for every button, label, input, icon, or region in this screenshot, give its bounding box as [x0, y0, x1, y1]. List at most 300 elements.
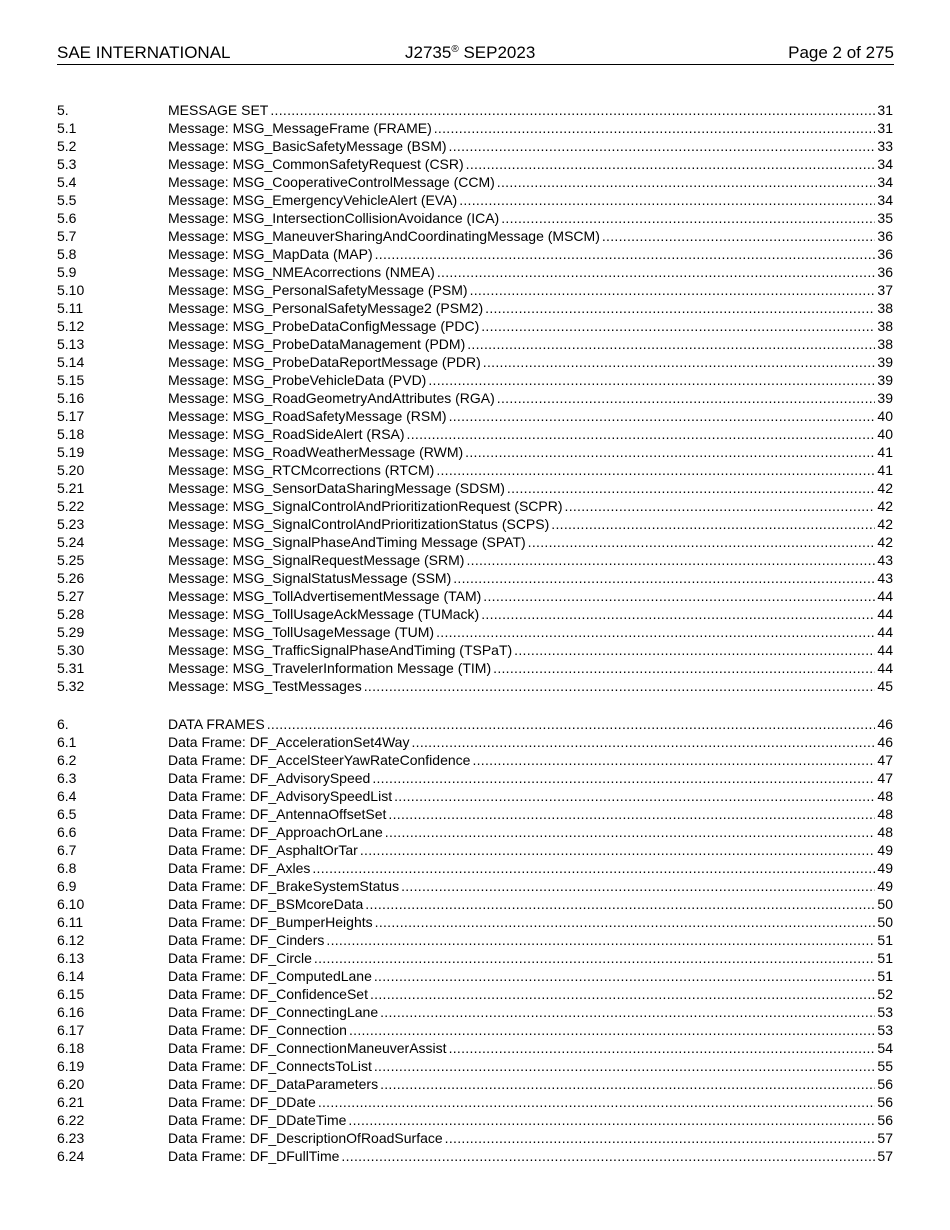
toc-entry-title[interactable]: Message: MSG_SensorDataSharingMessage (SDSM): [168, 480, 505, 496]
toc-entry-number: 6.21: [57, 1094, 85, 1110]
toc-entry[interactable]: [57, 101, 893, 119]
toc-entry-page[interactable]: 41: [877, 462, 893, 478]
document-date: SEP2023: [463, 43, 536, 62]
toc-entry-number: 5.25: [57, 552, 85, 568]
toc-entry[interactable]: [57, 227, 893, 245]
toc-entry[interactable]: [57, 1111, 893, 1129]
dot-leader: [365, 895, 875, 913]
dot-leader: [483, 587, 875, 605]
toc-entry-title[interactable]: Message: MSG_TestMessages: [168, 678, 362, 694]
toc-entry-number: 5.31: [57, 660, 85, 676]
toc-entry-page[interactable]: 43: [877, 552, 893, 568]
toc-entry-page[interactable]: 41: [877, 444, 893, 460]
toc-entry-page[interactable]: 46: [877, 734, 893, 750]
toc-entry-title[interactable]: Message: MSG_RoadGeometryAndAttributes (RGA): [168, 390, 495, 406]
toc-entry-number: 5.29: [57, 624, 85, 640]
toc-entry-title[interactable]: Message: MSG_SignalPhaseAndTiming Message (SPAT): [168, 534, 526, 550]
toc-entry[interactable]: [57, 787, 893, 805]
toc-entry-page[interactable]: 38: [877, 300, 893, 316]
toc-entry[interactable]: [57, 119, 893, 137]
toc-entry-title[interactable]: Data Frame: DF_AdvisorySpeedList: [168, 788, 393, 804]
toc-entry-number: 5.22: [57, 498, 85, 514]
toc-entry-number: 6.19: [57, 1058, 85, 1074]
toc-entry[interactable]: [57, 715, 893, 733]
toc-entry[interactable]: [57, 191, 893, 209]
toc-entry-page[interactable]: 52: [877, 986, 893, 1002]
dot-leader: [602, 227, 876, 245]
toc-entry-page[interactable]: 48: [877, 824, 893, 840]
toc-entry[interactable]: [57, 949, 893, 967]
toc-entry-title[interactable]: Data Frame: DF_AdvisorySpeed: [168, 770, 371, 786]
toc-entry-page[interactable]: 33: [877, 138, 893, 154]
toc-entry-page[interactable]: 40: [877, 426, 893, 442]
dot-leader: [466, 551, 875, 569]
toc-entry[interactable]: [57, 551, 893, 569]
toc-entry-title[interactable]: Message: MSG_ManeuverSharingAndCoordinatingMessage (MSCM): [168, 228, 600, 244]
toc-entry-line: [168, 967, 893, 985]
toc-entry-number: 6.14: [57, 968, 85, 984]
dot-leader: [380, 1003, 875, 1021]
toc-entry-title[interactable]: Message: MSG_SignalControlAndPrioritizationStatus (SCPS): [168, 516, 550, 532]
toc-entry-line: [168, 533, 893, 551]
toc-entry-page[interactable]: 56: [877, 1094, 893, 1110]
toc-entry-line: [168, 787, 893, 805]
toc-entry[interactable]: [57, 895, 893, 913]
toc-entry[interactable]: [57, 733, 893, 751]
toc-entry-title[interactable]: Message: MSG_NMEAcorrections (NMEA): [168, 264, 435, 280]
section-gap: [57, 695, 893, 715]
toc-entry-page[interactable]: 35: [877, 210, 893, 226]
toc-entry-number: 6.1: [57, 734, 77, 750]
toc-entry-title[interactable]: Message: MSG_RTCMcorrections (RTCM): [168, 462, 435, 478]
toc-entry[interactable]: [57, 461, 893, 479]
toc-entry-title[interactable]: Message: MSG_PersonalSafetyMessage2 (PSM2): [168, 300, 484, 316]
toc-entry-title[interactable]: Data Frame: DF_ConnectionManeuverAssist: [168, 1040, 447, 1056]
toc-entry-number: 5.18: [57, 426, 85, 442]
toc-entry-line: [168, 677, 893, 695]
toc-entry[interactable]: [57, 479, 893, 497]
toc-entry-line: [168, 461, 893, 479]
toc-entry-title[interactable]: Message: MSG_RoadSideAlert (RSA): [168, 426, 405, 442]
toc-entry-title[interactable]: Message: MSG_MessageFrame (FRAME): [168, 120, 432, 136]
toc-entry-line: [168, 877, 893, 895]
toc-entry-title[interactable]: Data Frame: DF_DataParameters: [168, 1076, 379, 1092]
toc-entry-number: 5.32: [57, 678, 85, 694]
toc-entry-line: [168, 227, 893, 245]
toc-entry-page[interactable]: 34: [877, 174, 893, 190]
toc-entry-number: 5.26: [57, 570, 85, 586]
toc-entry-line: [168, 859, 893, 877]
dot-leader: [267, 715, 876, 733]
toc-entry-line: [168, 389, 893, 407]
toc-entry-line: [168, 281, 893, 299]
toc-entry-number: 5.12: [57, 318, 85, 334]
toc-entry-title[interactable]: Message: MSG_EmergencyVehicleAlert (EVA): [168, 192, 458, 208]
toc-entry-page[interactable]: 45: [877, 678, 893, 694]
toc-entry[interactable]: [57, 497, 893, 515]
toc-entry-line: [168, 335, 893, 353]
toc-entry[interactable]: [57, 317, 893, 335]
toc-entry[interactable]: [57, 641, 893, 659]
toc-entry-number: 5.16: [57, 390, 85, 406]
toc-entry-page[interactable]: 43: [877, 570, 893, 586]
toc-entry-number: 6.18: [57, 1040, 85, 1056]
toc-entry-number: 5.23: [57, 516, 85, 532]
dot-leader: [449, 1039, 876, 1057]
toc-entry-page[interactable]: 39: [877, 390, 893, 406]
toc-entry-line: [168, 1021, 893, 1039]
toc-entry-title[interactable]: Message: MSG_CommonSafetyRequest (CSR): [168, 156, 464, 172]
toc-entry-number: 5.5: [57, 192, 77, 208]
toc-entry-number: 5.10: [57, 282, 85, 298]
toc-entry-line: [168, 931, 893, 949]
toc-entry-title[interactable]: Message: MSG_IntersectionCollisionAvoidance (ICA): [168, 210, 500, 226]
toc-entry-title[interactable]: Data Frame: DF_AccelSteerYawRateConfidence: [168, 752, 471, 768]
toc-entry-page[interactable]: 47: [877, 752, 893, 768]
toc-entry[interactable]: [57, 985, 893, 1003]
toc-entry[interactable]: [57, 623, 893, 641]
toc-entry-page[interactable]: 39: [877, 372, 893, 388]
table-of-contents: [57, 101, 893, 1165]
toc-entry-page[interactable]: 38: [877, 318, 893, 334]
toc-entry-line: [168, 551, 893, 569]
toc-entry-page[interactable]: 57: [877, 1130, 893, 1146]
toc-entry-page[interactable]: 51: [877, 932, 893, 948]
toc-entry-line: [168, 895, 893, 913]
toc-entry[interactable]: [57, 1021, 893, 1039]
toc-entry-title[interactable]: Message: MSG_RoadSafetyMessage (RSM): [168, 408, 447, 424]
toc-entry[interactable]: [57, 931, 893, 949]
toc-entry[interactable]: [57, 823, 893, 841]
toc-entry-line: [168, 443, 893, 461]
dot-leader: [437, 263, 876, 281]
dot-leader: [459, 191, 875, 209]
toc-entry-number: 5.28: [57, 606, 85, 622]
toc-entry-page[interactable]: 31: [877, 102, 893, 118]
toc-entry[interactable]: [57, 587, 893, 605]
toc-entry[interactable]: [57, 425, 893, 443]
toc-entry-page[interactable]: 44: [877, 588, 893, 604]
dot-leader: [341, 1147, 875, 1165]
toc-entry-line: [168, 1147, 893, 1165]
toc-entry-title[interactable]: Data Frame: DF_BrakeSystemStatus: [168, 878, 400, 894]
toc-entry-number: 5.19: [57, 444, 85, 460]
toc-entry[interactable]: [57, 371, 893, 389]
toc-entry-number: 5.: [57, 102, 69, 118]
dot-leader: [449, 137, 876, 155]
toc-entry-line: [168, 155, 893, 173]
toc-entry[interactable]: [57, 209, 893, 227]
toc-entry-page[interactable]: 36: [877, 264, 893, 280]
dot-leader: [374, 1057, 876, 1075]
toc-entry-line: [168, 733, 893, 751]
toc-entry-page[interactable]: 54: [877, 1040, 893, 1056]
toc-entry-number: 5.30: [57, 642, 85, 658]
dot-leader: [428, 371, 875, 389]
dot-leader: [372, 769, 875, 787]
toc-entry[interactable]: [57, 1075, 893, 1093]
toc-entry[interactable]: [57, 1003, 893, 1021]
toc-entry-title[interactable]: Message: MSG_SignalRequestMessage (SRM): [168, 552, 465, 568]
toc-entry-page[interactable]: 39: [877, 354, 893, 370]
toc-entry-line: [168, 841, 893, 859]
toc-entry-title[interactable]: Message: MSG_SignalControlAndPrioritizationRequest (SCPR): [168, 498, 563, 514]
toc-entry-page[interactable]: 44: [877, 642, 893, 658]
toc-entry-title[interactable]: Data Frame: DF_AccelerationSet4Way: [168, 734, 410, 750]
toc-entry[interactable]: [57, 155, 893, 173]
toc-entry-line: [168, 1057, 893, 1075]
toc-entry-title[interactable]: Data Frame: DF_ComputedLane: [168, 968, 372, 984]
toc-entry-title[interactable]: Data Frame: DF_Circle: [168, 950, 312, 966]
toc-entry-page[interactable]: 49: [877, 878, 893, 894]
dot-leader: [401, 877, 875, 895]
toc-entry-line: [168, 1093, 893, 1111]
toc-entry-title[interactable]: Data Frame: DF_Cinders: [168, 932, 325, 948]
toc-entry-title[interactable]: Message: MSG_ProbeDataReportMessage (PDR): [168, 354, 481, 370]
toc-entry[interactable]: [57, 967, 893, 985]
toc-entry[interactable]: [57, 659, 893, 677]
toc-entry-title[interactable]: Data Frame: DF_BumperHeights: [168, 914, 373, 930]
toc-entry-title[interactable]: Message: MSG_TollUsageAckMessage (TUMack): [168, 606, 480, 622]
toc-entry-number: 5.20: [57, 462, 85, 478]
toc-entry-page[interactable]: 50: [877, 896, 893, 912]
toc-entry-title[interactable]: Data Frame: DF_DDate: [168, 1094, 316, 1110]
toc-entry-number: 5.27: [57, 588, 85, 604]
toc-entry-line: [168, 1075, 893, 1093]
toc-entry-number: 6.5: [57, 806, 77, 822]
toc-entry-line: [168, 173, 893, 191]
toc-entry-line: [168, 605, 893, 623]
toc-entry[interactable]: [57, 569, 893, 587]
toc-entry-title[interactable]: Data Frame: DF_AntennaOffsetSet: [168, 806, 387, 822]
toc-entry-title[interactable]: DATA FRAMES: [168, 716, 265, 732]
toc-entry-line: [168, 769, 893, 787]
dot-leader: [472, 751, 875, 769]
toc-entry-page[interactable]: 53: [877, 1004, 893, 1020]
toc-entry-title[interactable]: Message: MSG_ProbeDataConfigMessage (PDC): [168, 318, 480, 334]
toc-entry-number: 6.9: [57, 878, 77, 894]
dot-leader: [380, 1075, 875, 1093]
toc-entry-title[interactable]: Message: MSG_TollAdvertisementMessage (TAM): [168, 588, 482, 604]
toc-entry[interactable]: [57, 859, 893, 877]
toc-entry-page[interactable]: 50: [877, 914, 893, 930]
toc-entry-title[interactable]: Data Frame: DF_ConfidenceSet: [168, 986, 368, 1002]
toc-entry[interactable]: [57, 443, 893, 461]
toc-entry-line: [168, 985, 893, 1003]
toc-entry-page[interactable]: 53: [877, 1022, 893, 1038]
toc-entry[interactable]: [57, 805, 893, 823]
toc-entry-page[interactable]: 42: [877, 516, 893, 532]
toc-entry[interactable]: [57, 1057, 893, 1075]
toc-entry[interactable]: [57, 751, 893, 769]
toc-entry-number: 6.6: [57, 824, 77, 840]
toc-entry-title[interactable]: Data Frame: DF_DDateTime: [168, 1112, 347, 1128]
toc-entry-line: [168, 425, 893, 443]
dot-leader: [312, 859, 875, 877]
toc-entry-number: 6.15: [57, 986, 85, 1002]
toc-entry-number: 5.6: [57, 210, 77, 226]
toc-entry-line: [168, 209, 893, 227]
toc-entry-title[interactable]: MESSAGE SET: [168, 102, 269, 118]
toc-entry[interactable]: [57, 173, 893, 191]
toc-entry-title[interactable]: Message: MSG_SignalStatusMessage (SSM): [168, 570, 452, 586]
toc-entry-number: 5.2: [57, 138, 77, 154]
toc-entry-page[interactable]: 44: [877, 624, 893, 640]
toc-entry-page[interactable]: 34: [877, 192, 893, 208]
toc-entry-number: 6.12: [57, 932, 85, 948]
toc-entry[interactable]: [57, 299, 893, 317]
dot-leader: [375, 245, 876, 263]
toc-entry-line: [168, 659, 893, 677]
toc-entry-page[interactable]: 37: [877, 282, 893, 298]
dot-leader: [565, 497, 876, 515]
toc-entry-line: [168, 949, 893, 967]
toc-entry-number: 5.9: [57, 264, 77, 280]
toc-entry-number: 5.13: [57, 336, 85, 352]
dot-leader: [370, 985, 875, 1003]
toc-entry-title[interactable]: Data Frame: DF_DFullTime: [168, 1148, 340, 1164]
toc-entry-page[interactable]: 56: [877, 1112, 893, 1128]
toc-entry[interactable]: [57, 515, 893, 533]
toc-entry-line: [168, 569, 893, 587]
dot-leader: [407, 425, 876, 443]
toc-entry-number: 5.11: [57, 300, 84, 316]
toc-entry-page[interactable]: 34: [877, 156, 893, 172]
toc-entry-title[interactable]: Data Frame: DF_BSMcoreData: [168, 896, 364, 912]
toc-entry-title[interactable]: Message: MSG_ProbeVehicleData (PVD): [168, 372, 427, 388]
toc-entry-title[interactable]: Message: MSG_ProbeDataManagement (PDM): [168, 336, 466, 352]
toc-entry-title[interactable]: Message: MSG_TravelerInformation Message (TIM): [168, 660, 492, 676]
toc-entry-page[interactable]: 36: [877, 246, 893, 262]
toc-entry[interactable]: [57, 335, 893, 353]
dot-leader: [374, 967, 876, 985]
toc-entry-line: [168, 1111, 893, 1129]
toc-entry[interactable]: [57, 769, 893, 787]
toc-entry-title[interactable]: Message: MSG_CooperativeControlMessage (CCM): [168, 174, 495, 190]
dot-leader: [411, 733, 875, 751]
toc-entry[interactable]: [57, 281, 893, 299]
toc-entry[interactable]: [57, 605, 893, 623]
toc-entry-line: [168, 371, 893, 389]
toc-entry[interactable]: [57, 841, 893, 859]
dot-leader: [375, 913, 876, 931]
toc-entry-title[interactable]: Message: MSG_RoadWeatherMessage (RWM): [168, 444, 464, 460]
dot-leader: [348, 1111, 875, 1129]
toc-entry-line: [168, 101, 893, 119]
toc-entry-page[interactable]: 55: [877, 1058, 893, 1074]
toc-entry[interactable]: [57, 407, 893, 425]
toc-entry-page[interactable]: 57: [877, 1148, 893, 1164]
dot-leader: [481, 605, 875, 623]
dot-leader: [394, 787, 875, 805]
toc-entry-number: 6.16: [57, 1004, 85, 1020]
toc-entry[interactable]: [57, 1147, 893, 1165]
toc-entry-number: 6.23: [57, 1130, 85, 1146]
dot-leader: [528, 533, 876, 551]
dot-leader: [453, 569, 875, 587]
dot-leader: [364, 677, 876, 695]
toc-entry-title[interactable]: Data Frame: DF_ConnectingLane: [168, 1004, 379, 1020]
dot-leader: [485, 299, 875, 317]
toc-entry-number: 6.24: [57, 1148, 85, 1164]
dot-leader: [388, 805, 875, 823]
dot-leader: [349, 1021, 875, 1039]
toc-entry-page[interactable]: 48: [877, 788, 893, 804]
toc-entry-number: 6.7: [57, 842, 77, 858]
toc-entry-number: 6.2: [57, 752, 77, 768]
toc-entry-page[interactable]: 38: [877, 336, 893, 352]
toc-entry-line: [168, 407, 893, 425]
toc-entry-title[interactable]: Message: MSG_TollUsageMessage (TUM): [168, 624, 435, 640]
toc-entry-title[interactable]: Data Frame: DF_DescriptionOfRoadSurface: [168, 1130, 443, 1146]
toc-entry-page[interactable]: 56: [877, 1076, 893, 1092]
toc-entry-page[interactable]: 47: [877, 770, 893, 786]
toc-entry-page[interactable]: 36: [877, 228, 893, 244]
toc-entry-page[interactable]: 31: [877, 120, 893, 136]
toc-entry[interactable]: [57, 353, 893, 371]
dot-leader: [434, 119, 876, 137]
toc-entry-page[interactable]: 48: [877, 806, 893, 822]
toc-entry[interactable]: [57, 677, 893, 695]
toc-entry-line: [168, 137, 893, 155]
toc-entry-page[interactable]: 44: [877, 660, 893, 676]
toc-entry-number: 5.15: [57, 372, 85, 388]
toc-entry-title[interactable]: Message: MSG_BasicSafetyMessage (BSM): [168, 138, 447, 154]
toc-entry[interactable]: [57, 1129, 893, 1147]
toc-entry[interactable]: [57, 877, 893, 895]
toc-entry[interactable]: [57, 1093, 893, 1111]
toc-entry-title[interactable]: Message: MSG_TrafficSignalPhaseAndTiming (TSPaT): [168, 642, 513, 658]
dot-leader: [445, 1129, 876, 1147]
toc-entry-number: 5.24: [57, 534, 85, 550]
toc-entry-page[interactable]: 42: [877, 534, 893, 550]
toc-entry[interactable]: [57, 1039, 893, 1057]
toc-entry[interactable]: [57, 263, 893, 281]
dot-leader: [507, 479, 876, 497]
toc-entry-page[interactable]: 51: [877, 968, 893, 984]
toc-entry-title[interactable]: Data Frame: DF_ConnectsToList: [168, 1058, 372, 1074]
toc-entry-page[interactable]: 42: [877, 498, 893, 514]
toc-entry-line: [168, 823, 893, 841]
toc-entry-title[interactable]: Message: MSG_MapData (MAP): [168, 246, 373, 262]
toc-entry-title[interactable]: Message: MSG_PersonalSafetyMessage (PSM): [168, 282, 468, 298]
dot-leader: [551, 515, 875, 533]
toc-entry-page[interactable]: 51: [877, 950, 893, 966]
toc-entry[interactable]: [57, 389, 893, 407]
toc-entry-page[interactable]: 49: [877, 860, 893, 876]
toc-entry-page[interactable]: 46: [877, 716, 893, 732]
toc-entry-page[interactable]: 49: [877, 842, 893, 858]
toc-entry-number: 6.22: [57, 1112, 85, 1128]
dot-leader: [436, 623, 875, 641]
toc-entry-line: [168, 119, 893, 137]
toc-entry-line: [168, 805, 893, 823]
toc-entry[interactable]: [57, 245, 893, 263]
dot-leader: [314, 949, 876, 967]
toc-entry-title[interactable]: Data Frame: DF_AsphaltOrTar: [168, 842, 358, 858]
dot-leader: [467, 335, 875, 353]
toc-entry-title[interactable]: Data Frame: DF_ApproachOrLane: [168, 824, 383, 840]
toc-entry[interactable]: [57, 137, 893, 155]
toc-entry-title[interactable]: Data Frame: DF_Axles: [168, 860, 311, 876]
toc-entry-page[interactable]: 42: [877, 480, 893, 496]
toc-entry[interactable]: [57, 913, 893, 931]
dot-leader: [470, 281, 876, 299]
toc-entry[interactable]: [57, 533, 893, 551]
toc-entry-title[interactable]: Data Frame: DF_Connection: [168, 1022, 347, 1038]
toc-entry-page[interactable]: 44: [877, 606, 893, 622]
toc-entry-page[interactable]: 40: [877, 408, 893, 424]
